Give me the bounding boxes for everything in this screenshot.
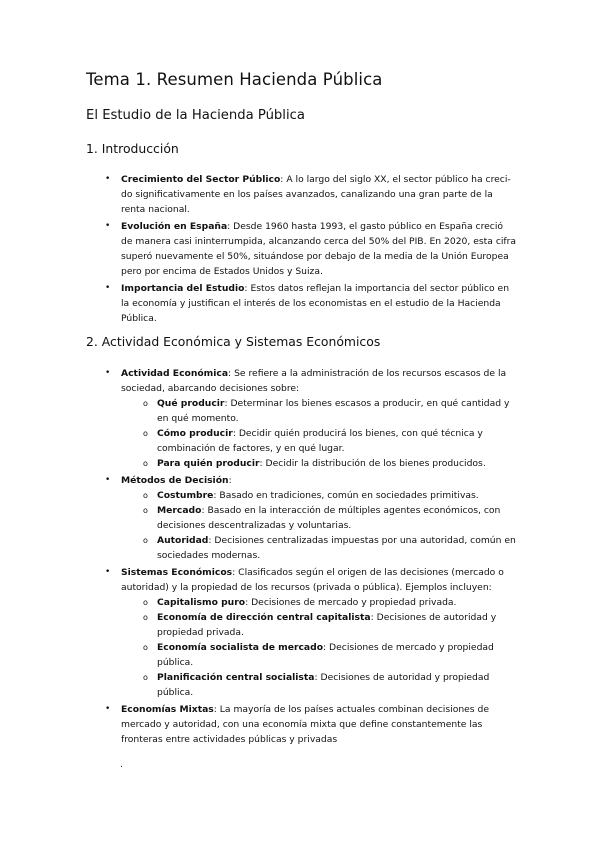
sub-list-item	[121, 503, 517, 533]
item-label: Sistemas Económicos	[121, 567, 233, 578]
sub-list-item	[121, 595, 517, 610]
sub-list-item	[121, 670, 517, 700]
item-text: : La mayoría de los países actuales combinan decisiones de mercado y autoridad, con una economía mixta que define constantemente las fronteras entre actividades públicas y privadas	[121, 704, 489, 745]
sub-item-label: Economía socialista de mercado	[157, 642, 324, 653]
trailing-mark: .	[120, 760, 123, 770]
list-item	[0, 172, 517, 217]
item-label: Métodos de Decisión	[121, 475, 229, 486]
list-item	[0, 473, 517, 563]
sub-list	[121, 488, 517, 563]
item-text: : Desde 1960 hasta 1993, el gasto público en España creció de manera casi ininterrumpida, alcanzando cerca del 50% del PIB. En 2020, esta cifra superó nuevamente el 50%, situándose por debajo de la media de la Unión Europea pero por encima de Estados Unidos y Suiza.	[121, 221, 517, 277]
sub-list	[121, 595, 517, 700]
sub-item-text: : Decisiones de autoridad y propiedad privada.	[157, 612, 497, 638]
section-heading-actividad: 2. Actividad Económica y Sistemas Económicos	[86, 334, 381, 349]
item-label: Crecimiento del Sector Público	[121, 174, 281, 185]
section-2-list	[0, 366, 599, 749]
sub-list-item	[121, 488, 517, 503]
sub-item-label: Planificación central socialista	[157, 672, 315, 683]
sub-item-label: Qué producir	[157, 398, 225, 409]
sub-list	[121, 396, 517, 471]
section-heading-introduccion: 1. Introducción	[86, 141, 179, 156]
list-item	[0, 702, 517, 747]
sub-item-label: Cómo producir	[157, 428, 233, 439]
sub-item-label: Capitalismo puro	[157, 597, 246, 608]
sub-item-text: : Basado en la interacción de múltiples agentes económicos, con decisiones descentralizadas y voluntarias.	[157, 505, 501, 531]
sub-item-text: : Decisiones de mercado y propiedad privada.	[245, 597, 457, 608]
sub-item-text: : Determinar los bienes escasos a producir, en qué cantidad y en qué momento.	[157, 398, 510, 424]
document-subtitle: El Estudio de la Hacienda Pública	[86, 108, 305, 123]
list-item	[0, 366, 517, 471]
sub-list-item	[121, 533, 517, 563]
item-text: : Se refiere a la administración de los recursos escasos de la sociedad, abarcando decisiones sobre:	[121, 368, 507, 394]
sub-item-label: Autoridad	[157, 535, 209, 546]
list-item	[0, 219, 517, 279]
sub-item-label: Costumbre	[157, 490, 214, 501]
sub-item-text: : Decidir quién producirá los bienes, con qué técnica y combinación de factores, y en qué lugar.	[157, 428, 483, 454]
item-text: : A lo largo del siglo XX, el sector público ha crecido significativamente en los países avanzados, canalizando una gran parte de la renta nacional.	[121, 174, 511, 215]
sub-list-item	[121, 396, 517, 426]
list-item	[0, 281, 517, 326]
sub-item-label: Economía de dirección central capitalista	[157, 612, 371, 623]
sub-list-item	[121, 456, 517, 471]
sub-list-item	[121, 426, 517, 456]
item-text: : Clasificados según el origen de las decisiones (mercado o autoridad) y la propiedad de los recursos (privada o pública). Ejemplos incluyen:	[121, 567, 504, 593]
sub-item-label: Para quién producir	[157, 458, 260, 469]
item-label: Economías Mixtas	[121, 704, 214, 715]
section-1-list	[0, 172, 599, 328]
item-label: Importancia del Estudio	[121, 283, 245, 294]
list-item	[0, 565, 517, 700]
sub-item-text: : Decidir la distribución de los bienes producidos.	[259, 458, 486, 469]
sub-item-text: : Decisiones de autoridad y propiedad pública.	[157, 672, 490, 698]
item-label: Evolución en España	[121, 221, 228, 232]
item-text: : Estos datos reflejan la importancia del sector público en la economía y justifican el interés de los economistas en el estudio de la Hacienda Pública.	[121, 283, 510, 324]
document-title: Tema 1. Resumen Hacienda Pública	[86, 70, 383, 89]
sub-list-item	[121, 610, 517, 640]
sub-item-label: Mercado	[157, 505, 202, 516]
sub-list-item	[121, 640, 517, 670]
sub-item-text: : Decisiones centralizadas impuestas por una autoridad, común en sociedades modernas.	[157, 535, 516, 561]
item-text: :	[228, 475, 232, 486]
sub-item-text: : Decisiones de mercado y propiedad pública.	[157, 642, 494, 668]
item-label: Actividad Económica	[121, 368, 229, 379]
sub-item-text: : Basado en tradiciones, común en sociedades primitivas.	[213, 490, 479, 501]
